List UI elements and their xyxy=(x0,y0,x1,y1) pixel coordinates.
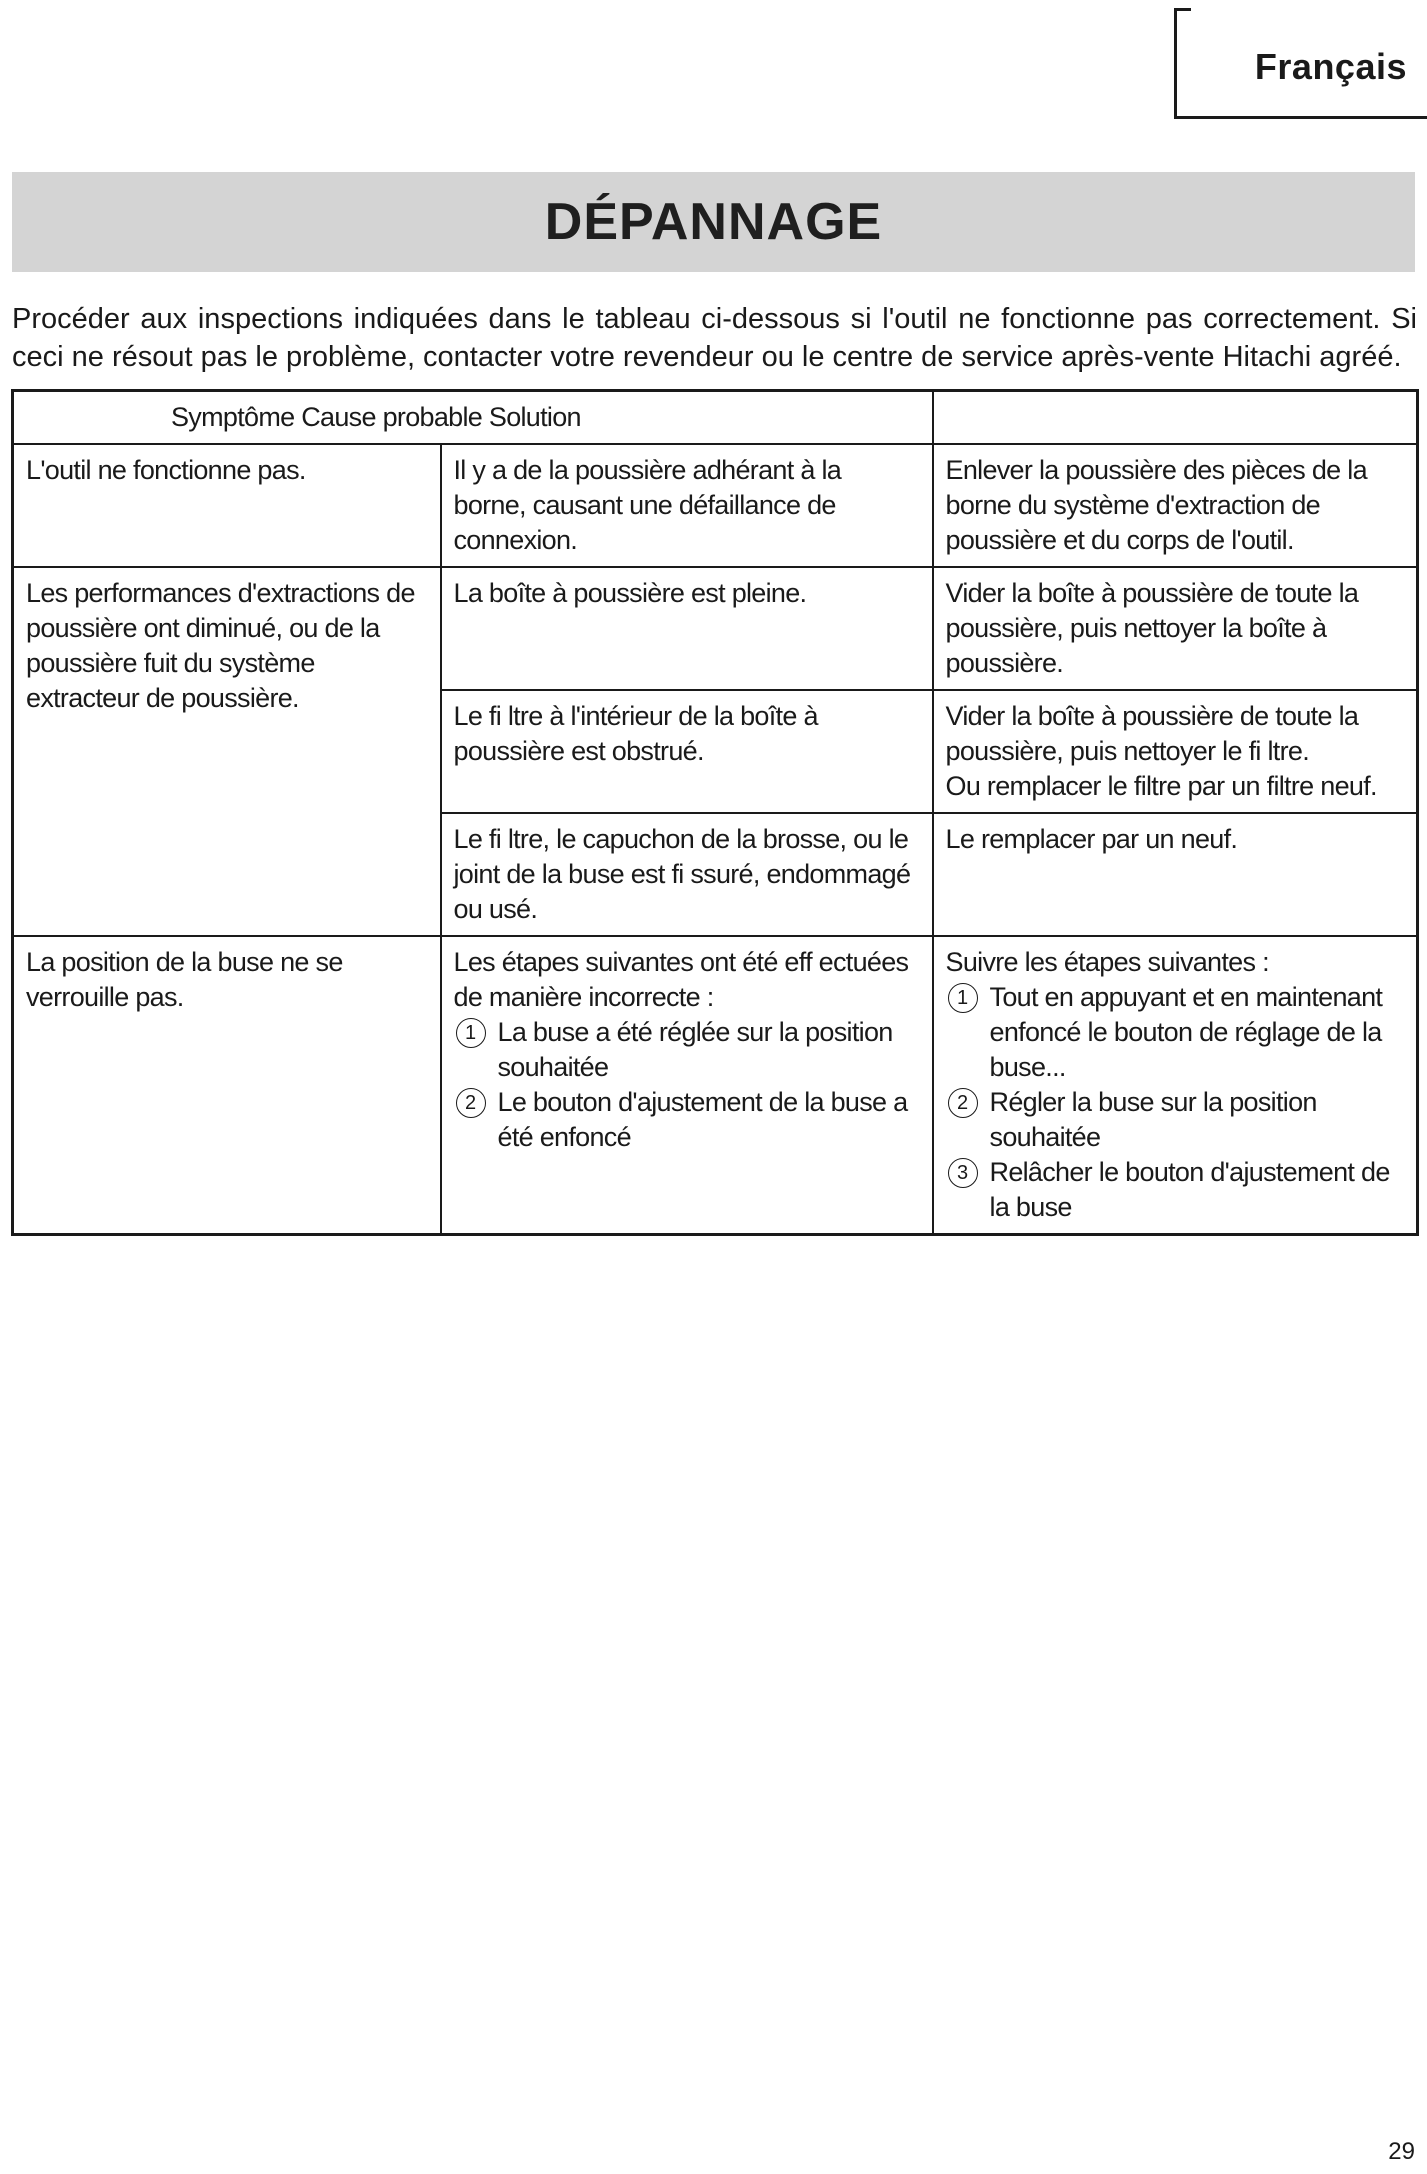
solution-step: 3 Relâcher le bouton d'ajustement de la buse xyxy=(946,1155,1405,1225)
solution-cell: Enlever la poussière des pièces de la borne du système d'extraction de poussière et du corps de l'outil. xyxy=(933,444,1418,567)
title-bar xyxy=(12,172,1415,272)
solution-step: 2 Régler la buse sur la position souhaitée xyxy=(946,1085,1405,1155)
solution-cell: Vider la boîte à poussière de toute la poussière, puis nettoyer le fi ltre. Ou remplacer le filtre par un filtre neuf. xyxy=(933,690,1418,813)
symptom-cell: L'outil ne fonctionne pas. xyxy=(13,444,441,567)
symptom-cell: Les performances d'extractions de poussière ont diminué, ou de la poussière fuit du système extracteur de poussière. xyxy=(13,567,441,936)
table-row xyxy=(13,444,1418,567)
language-label: Français xyxy=(1254,46,1407,87)
step-number-icon: 2 xyxy=(456,1088,486,1118)
page-title: DÉPANNAGE xyxy=(544,193,883,251)
cause-cell: Le fi ltre, le capuchon de la brosse, ou le joint de la buse est fi ssuré, endommagé ou usé. xyxy=(441,813,933,936)
cause-cell: Il y a de la poussière adhérant à la borne, causant une défaillance de connexion. xyxy=(441,444,933,567)
cause-cell: Le fi ltre à l'intérieur de la boîte à poussière est obstrué. xyxy=(441,690,933,813)
cause-step: 2 Le bouton d'ajustement de la buse a été enfoncé xyxy=(454,1085,920,1155)
table-header-row xyxy=(13,391,1418,445)
table-row xyxy=(13,936,1418,1235)
step-number-icon: 2 xyxy=(948,1088,978,1118)
language-tab xyxy=(1174,8,1427,119)
solution-cell: Le remplacer par un neuf. xyxy=(933,813,1418,936)
troubleshooting-table xyxy=(11,389,1419,1236)
cause-cell: La boîte à poussière est pleine. xyxy=(441,567,933,690)
solution-cell: Suivre les étapes suivantes : 1 Tout en appuyant et en maintenant enfoncé le bouton de réglage de la buse... 2 Régler la buse sur la position souhaitée 3 Relâcher le bouton d'ajustement de la buse xyxy=(933,936,1418,1235)
solution-cell: Vider la boîte à poussière de toute la poussière, puis nettoyer la boîte à poussière. xyxy=(933,567,1418,690)
cause-cell: Les étapes suivantes ont été eff ectuées de manière incorrecte : 1 La buse a été réglée sur la position souhaitée 2 Le bouton d'ajustement de la buse a été enfoncé xyxy=(441,936,933,1235)
cause-step: 1 La buse a été réglée sur la position souhaitée xyxy=(454,1015,920,1085)
solution-step: 1 Tout en appuyant et en maintenant enfoncé le bouton de réglage de la buse... xyxy=(946,980,1405,1085)
table-row xyxy=(13,567,1418,690)
step-number-icon: 1 xyxy=(948,983,978,1013)
tab-tick xyxy=(1177,8,1191,11)
table-header-cell xyxy=(13,391,933,445)
intro-paragraph: Procéder aux inspections indiquées dans le tableau ci-dessous si l'outil ne fonctionne pas correctement. Si ceci ne résout pas le problème, contacter votre revendeur ou le centre de service après-vente Hitachi agréé. xyxy=(12,303,1417,373)
table-header-empty-cell xyxy=(933,391,1418,445)
symptom-cell: La position de la buse ne se verrouille pas. xyxy=(13,936,441,1235)
step-number-icon: 3 xyxy=(948,1158,978,1188)
step-number-icon: 1 xyxy=(456,1018,486,1048)
table-header-text: Symptôme Cause probable Solution xyxy=(171,402,581,432)
page-number: 29 xyxy=(1388,2138,1415,2165)
